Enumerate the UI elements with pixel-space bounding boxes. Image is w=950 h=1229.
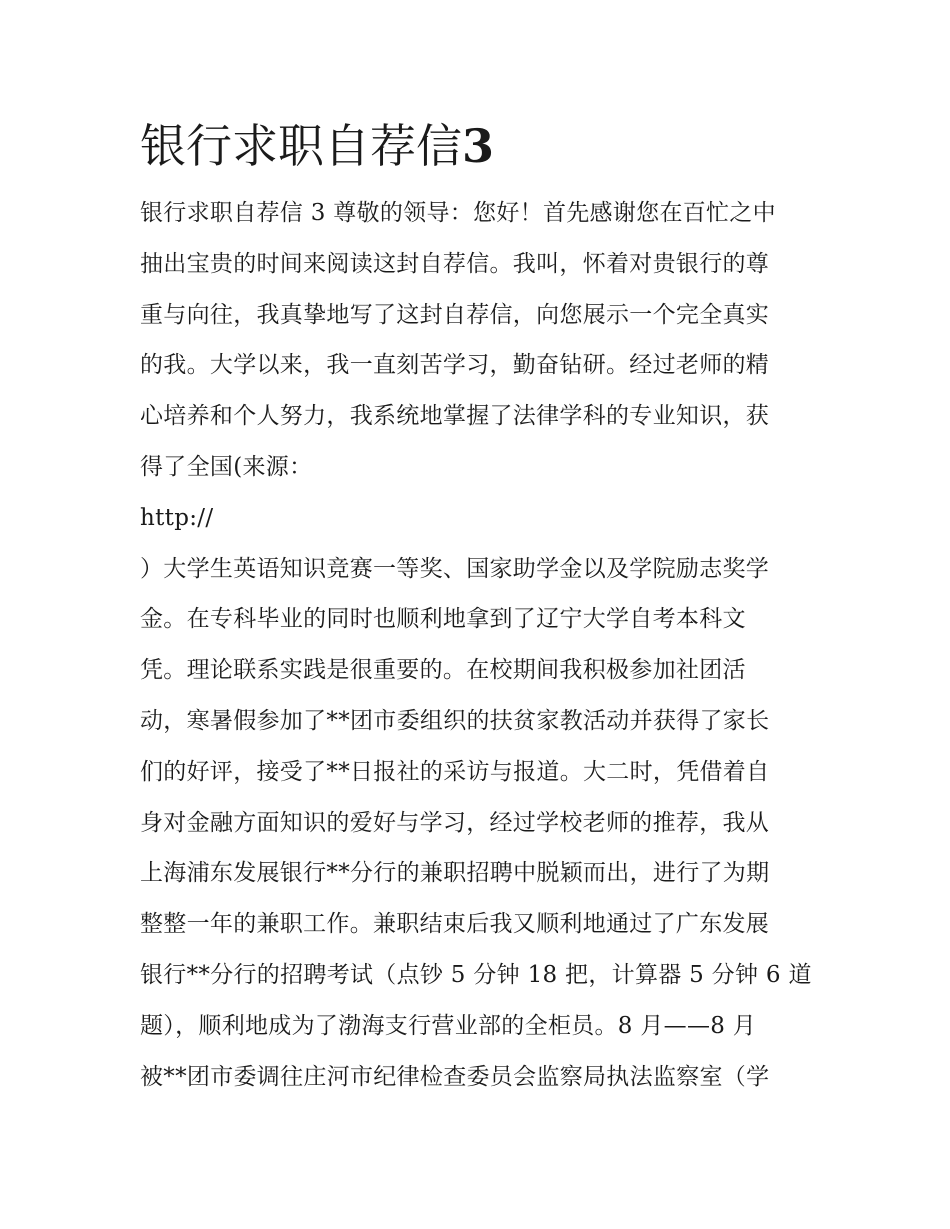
body-line: ）大学生英语知识竞赛一等奖、国家助学金以及学院励志奖学 [140, 555, 770, 582]
body-line: 得了全国(来源： [140, 453, 313, 480]
body-line: 动，寒暑假参加了**团市委组织的扶贫家教活动并获得了家长 [140, 707, 770, 734]
body-line: 银行**分行的招聘考试（点钞 5 分钟 18 把，计算器 5 分钟 6 道 [140, 961, 812, 988]
body-line: 的我。大学以来，我一直刻苦学习，勤奋钻研。经过老师的精 [140, 352, 770, 379]
body-line-link: http:// [140, 504, 214, 531]
document-title [140, 112, 820, 180]
body-line: 们的好评，接受了**日报社的采访与报道。大二时，凭借着自 [140, 758, 770, 785]
body-line: 身对金融方面知识的爱好与学习，经过学校老师的推荐，我从 [140, 809, 770, 836]
title-number: 3 [462, 119, 495, 173]
document-body [140, 188, 820, 1102]
body-line: 上海浦东发展银行**分行的兼职招聘中脱颖而出，进行了为期 [140, 860, 770, 887]
document-page [140, 112, 820, 1102]
body-line: 心培养和个人努力，我系统地掌握了法律学科的专业知识，获 [140, 403, 770, 430]
body-line: 被**团市委调往庄河市纪律检查委员会监察局执法监察室（学 [140, 1063, 770, 1090]
body-line: 金。在专科毕业的同时也顺利地拿到了辽宁大学自考本科文 [140, 606, 746, 633]
body-line: 凭。理论联系实践是很重要的。在校期间我积极参加社团活 [140, 657, 746, 684]
body-line: 重与向往，我真挚地写了这封自荐信，向您展示一个完全真实 [140, 301, 770, 328]
body-line: 题），顺利地成为了渤海支行营业部的全柜员。8 月——8 月 [140, 1012, 757, 1039]
title-text: 银行求职自荐信 [140, 119, 462, 173]
body-line: 抽出宝贵的时间来阅读这封自荐信。我叫，怀着对贵银行的尊 [140, 250, 770, 277]
body-line: 整整一年的兼职工作。兼职结束后我又顺利地通过了广东发展 [140, 911, 770, 938]
body-line: 银行求职自荐信 3 尊敬的领导：您好！首先感谢您在百忙之中 [140, 200, 776, 226]
